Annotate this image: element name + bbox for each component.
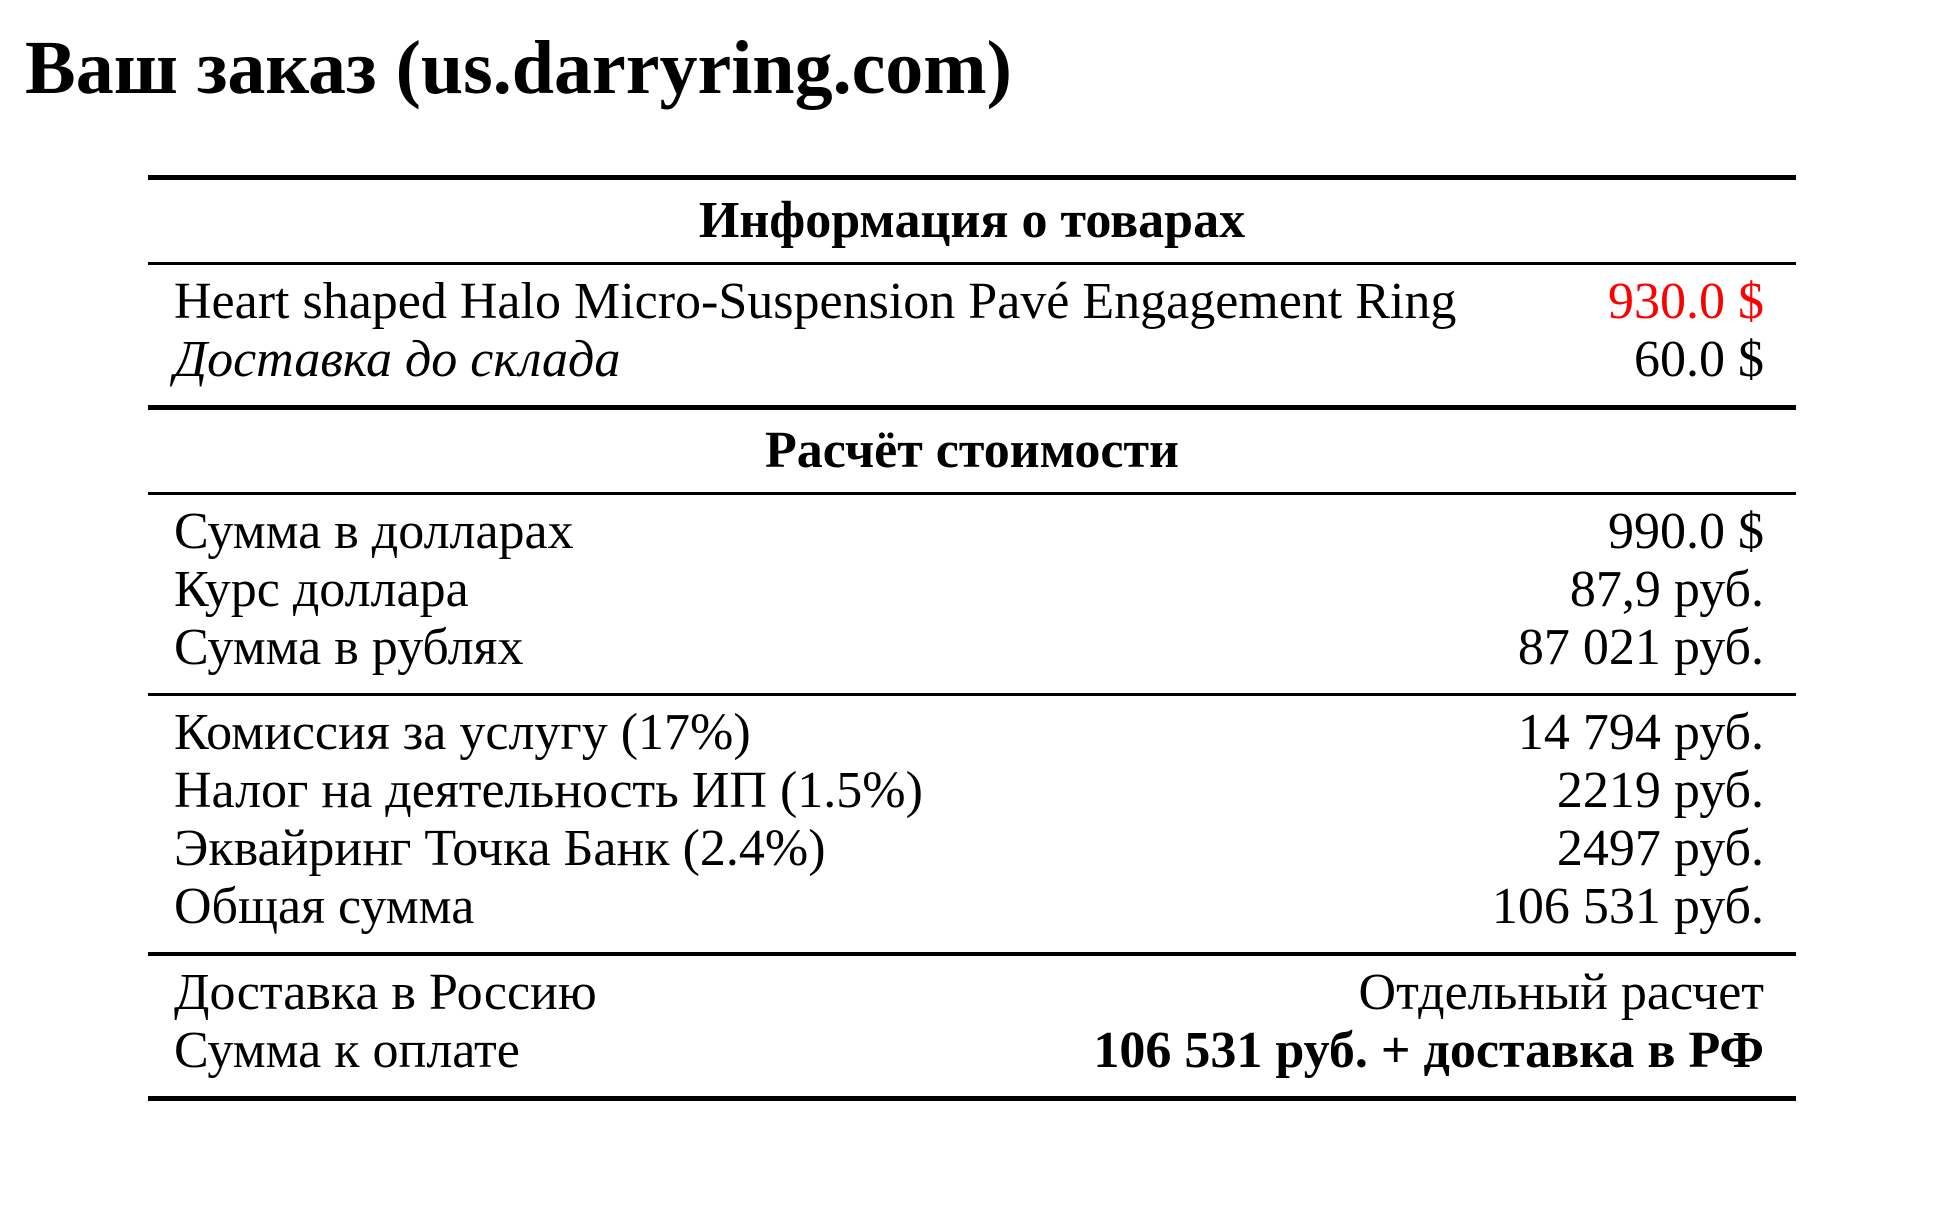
row-value: 990.0 $ (1608, 503, 1764, 560)
row-label: Эквайринг Точка Банк (2.4%) (174, 820, 826, 877)
row-value: 106 531 руб. (1491, 878, 1764, 935)
row-value: 14 794 руб. (1517, 704, 1764, 761)
page-title: Ваш заказ (us.darryring.com) (25, 26, 1012, 110)
row-value: 106 531 руб. + доставка в РФ (1093, 1022, 1764, 1079)
table-row (148, 331, 1796, 389)
table-rule-bottom (148, 1096, 1796, 1101)
table-row (148, 820, 1796, 878)
row-value: 2219 руб. (1556, 762, 1764, 819)
section-header-calculation: Расчёт стоимости (765, 422, 1179, 479)
row-value: Отдельный расчет (1358, 964, 1764, 1021)
row-label: Курс доллара (174, 561, 469, 618)
order-table (148, 175, 1796, 1101)
row-label: Сумма в рублях (174, 619, 524, 676)
row-value: 87 021 руб. (1517, 619, 1764, 676)
table-row (148, 1022, 1796, 1080)
table-row (148, 762, 1796, 820)
order-summary-page (0, 28, 1950, 1101)
row-group-dollar-amounts (148, 495, 1796, 693)
table-row (148, 503, 1796, 561)
row-group-total (148, 956, 1796, 1096)
table-row (148, 964, 1796, 1022)
row-value: 87,9 руб. (1569, 561, 1764, 618)
row-value: 2497 руб. (1556, 820, 1764, 877)
table-row (148, 878, 1796, 936)
row-value: 930.0 $ (1608, 273, 1764, 330)
row-label: Доставка до склада (174, 331, 621, 388)
table-row (148, 561, 1796, 619)
row-label: Доставка в Россию (174, 964, 597, 1021)
row-label: Общая сумма (174, 878, 475, 935)
table-row (148, 619, 1796, 677)
row-label: Комиссия за услугу (17%) (174, 704, 751, 761)
section-header-products: Информация о товарах (698, 192, 1246, 249)
table-row (148, 273, 1796, 331)
row-label: Сумма в долларах (174, 503, 574, 560)
table-row (148, 704, 1796, 762)
row-label: Налог на деятельность ИП (1.5%) (174, 762, 923, 819)
row-group-fees (148, 696, 1796, 952)
row-group-products (148, 265, 1796, 405)
row-label: Сумма к оплате (174, 1022, 520, 1079)
row-value: 60.0 $ (1634, 331, 1764, 388)
row-label: Heart shaped Halo Micro-Suspension Pavé Engagement Ring (174, 273, 1457, 330)
